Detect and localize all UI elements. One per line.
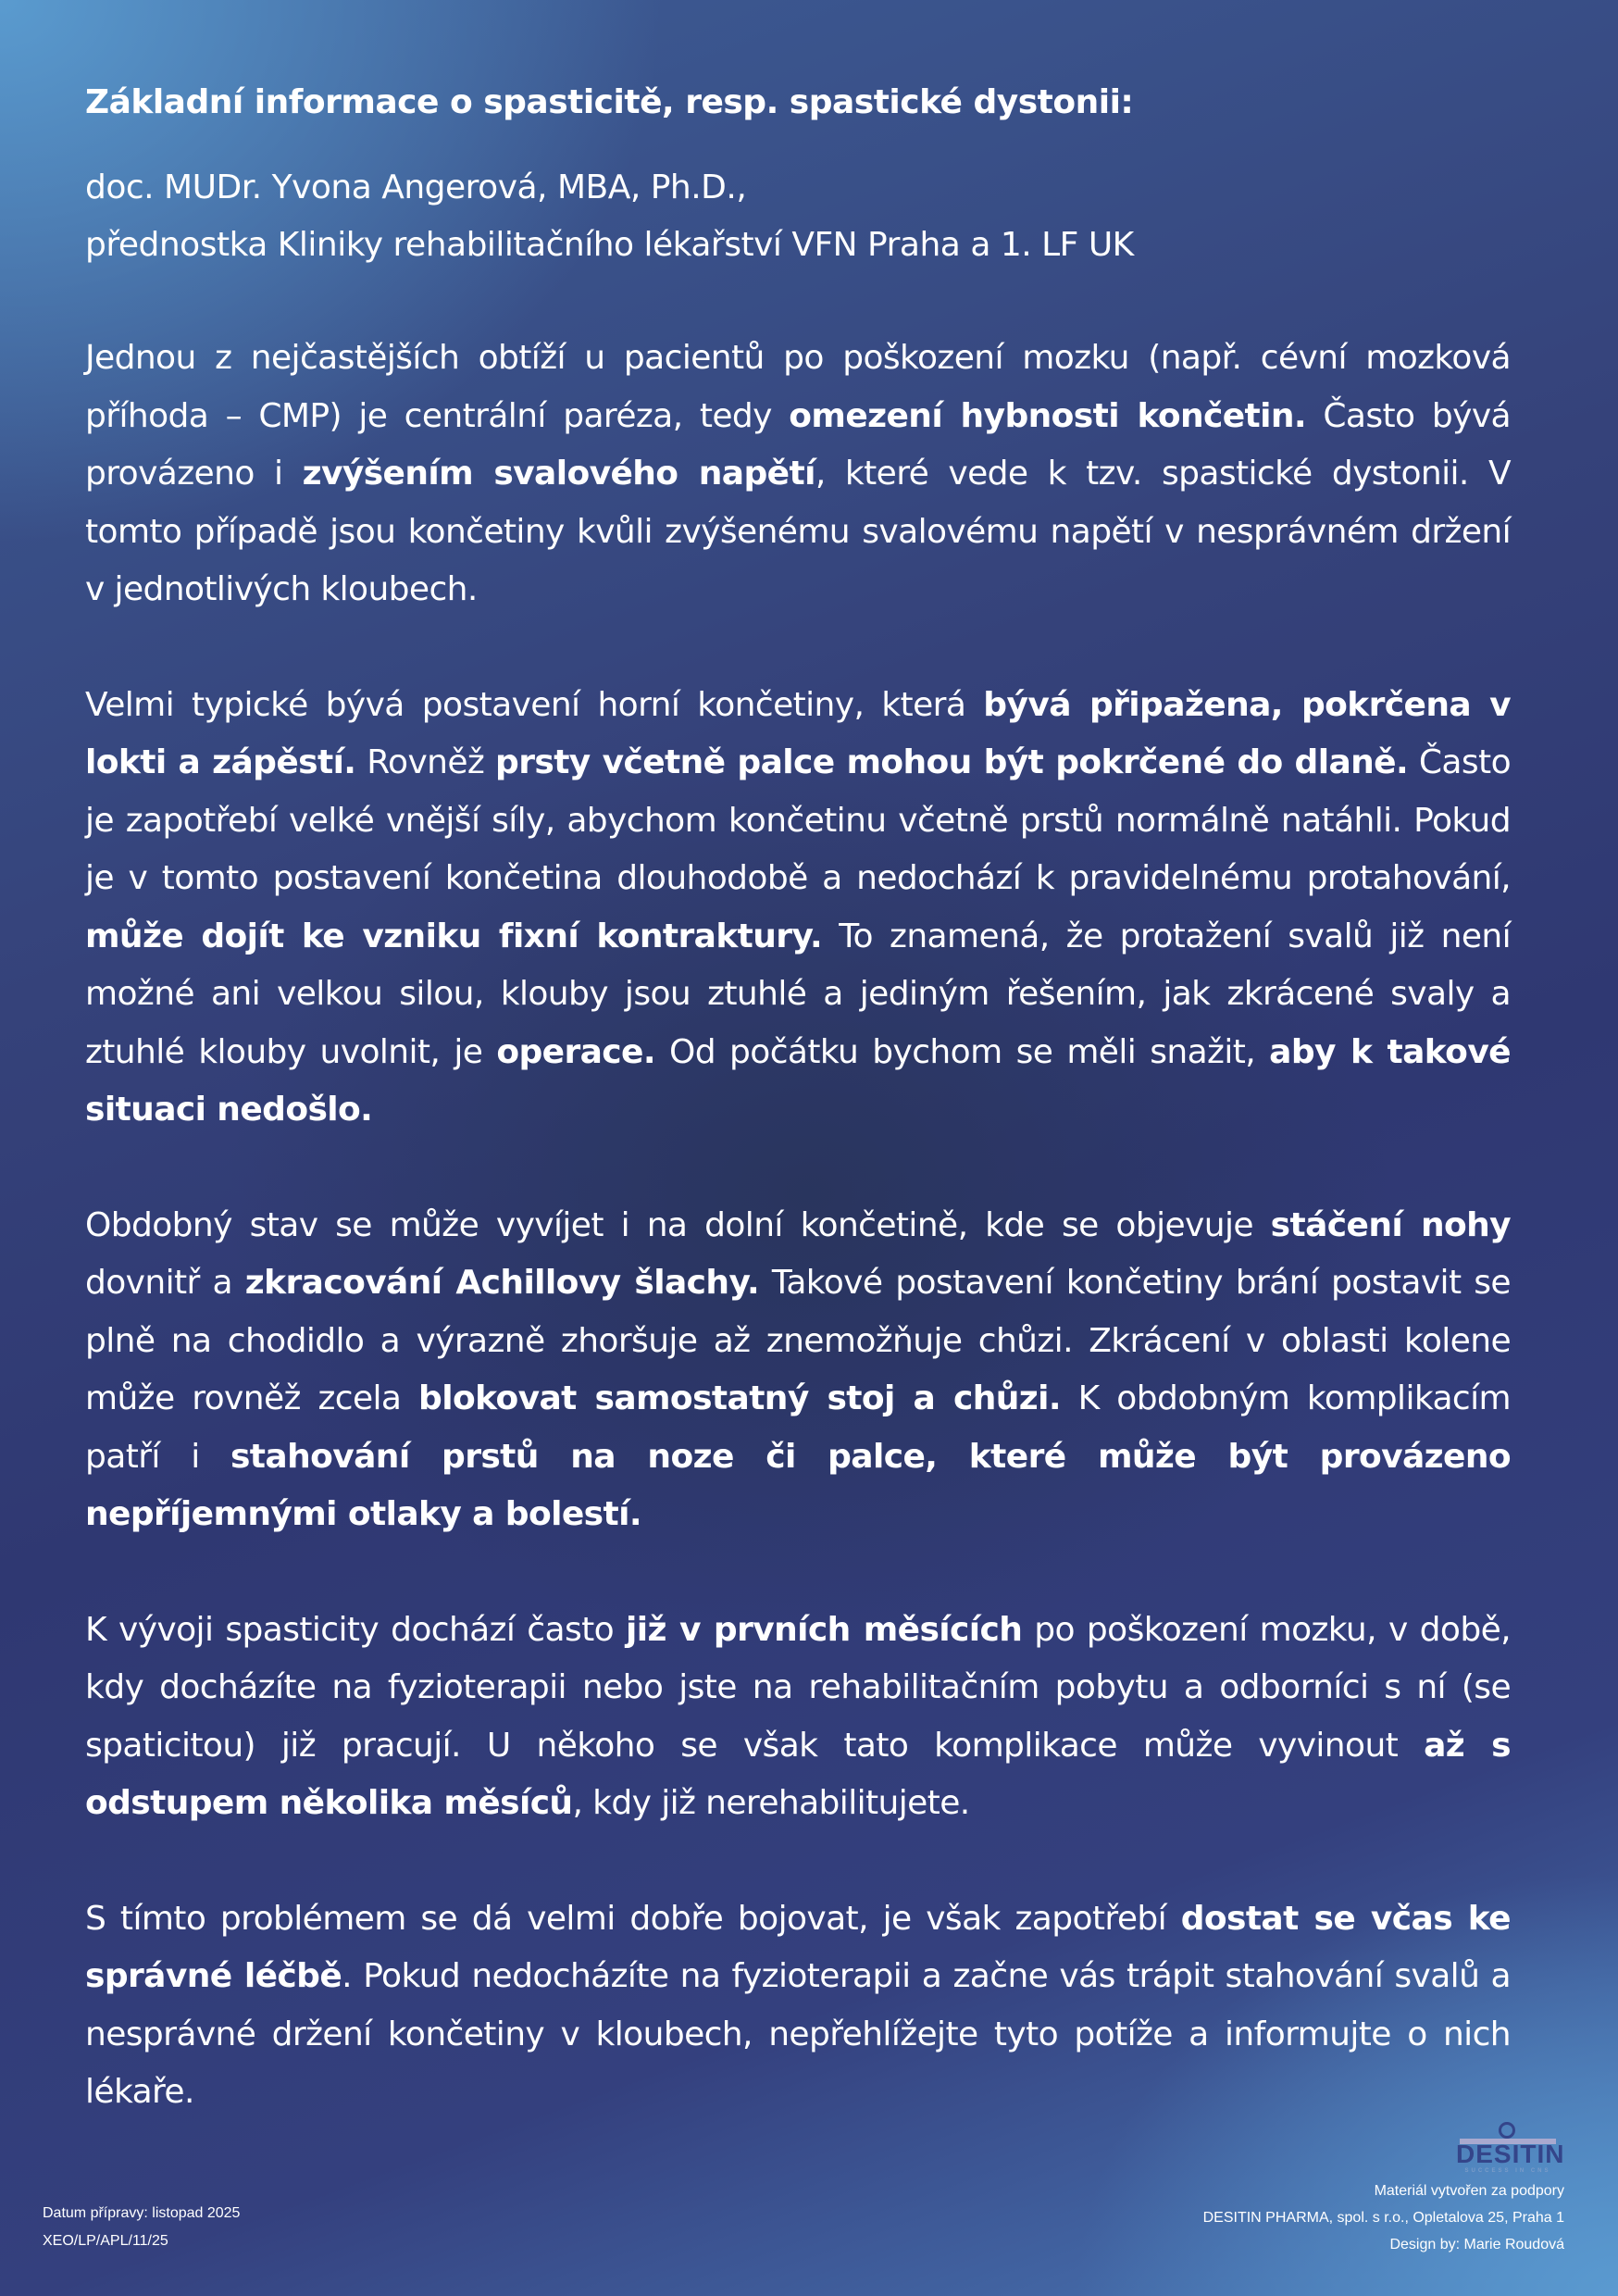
paragraph <box>85 677 1511 1140</box>
body-text: Obdobný stav se může vyvíjet i na dolní končetině, kde se objevuje <box>85 1205 1271 1244</box>
emphasized-text: až s odstupem několika měsíců <box>85 1726 1511 1822</box>
emphasized-text: zvýšením svalového napětí <box>302 455 815 493</box>
desitin-logo <box>1456 2120 1565 2176</box>
author-position: přednostka Kliniky rehabilitačního lékařství VFN Praha a 1. LF UK <box>85 226 1134 264</box>
emphasized-text: aby k takové situaci nedošlo. <box>85 1032 1511 1129</box>
logo-tagline: SUCCESS IN CNS <box>1464 2168 1551 2174</box>
footer-left <box>43 2200 240 2255</box>
document-code: XEO/LP/APL/11/25 <box>43 2233 168 2249</box>
paragraph <box>85 1890 1511 2122</box>
emphasized-text: může dojít ke vzniku fixní kontraktury. <box>85 917 823 955</box>
emphasized-text: blokovat samostatný stoj a chůzi. <box>418 1379 1061 1417</box>
author-block <box>85 159 1511 274</box>
body-text: po poškození mozku, v době, kdy docházíte na fyzioterapii nebo jste na rehabilitačním pobytu a odborníci s ní (se spaticitou) již pracují. U někoho se však tato komplikace může vyvinout <box>85 1610 1511 1765</box>
emphasized-text: stáčení nohy <box>1270 1205 1511 1244</box>
body-text: Velmi typické bývá postavení horní končetiny, která <box>85 685 984 724</box>
document-title: Základní informace o spasticitě, resp. spastické dystonii: <box>85 83 1134 121</box>
emphasized-text: již v prvních měsících <box>626 1610 1023 1649</box>
author-name: doc. MUDr. Yvona Angerová, MBA, Ph.D., <box>85 168 747 206</box>
body-text: S tímto problémem se dá velmi dobře bojovat, je však zapotřebí <box>85 1899 1181 1938</box>
body-text: . Pokud nedocházíte na fyzioterapii a začne vás trápit stahování svalů a nesprávné držení končetiny v kloubech, nepřehlížejte tyto potíže a informujte o nich lékaře. <box>85 1957 1511 2111</box>
sponsor-address: DESITIN PHARMA, spol. s r.o., Opletalova 25, Praha 1 <box>1202 2210 1564 2226</box>
emphasized-text: dostat se včas ke správné léčbě <box>85 1899 1511 1995</box>
emphasized-text: omezení hybnosti končetin. <box>789 396 1306 435</box>
emphasized-text: zkracování Achillovy šlachy. <box>244 1264 760 1302</box>
body-text: dovnitř a <box>85 1264 245 1302</box>
emphasized-text: bývá připažena, pokrčena v lokti a zápěstí. <box>85 685 1512 781</box>
paragraph <box>85 1602 1511 1833</box>
logo-wordmark: DESITIN <box>1456 2140 1565 2168</box>
body-text: K vývoji spasticity dochází často <box>85 1610 627 1649</box>
sponsor-line: Materiál vytvořen za podpory <box>1374 2183 1564 2199</box>
emphasized-text: operace. <box>496 1032 655 1071</box>
body-text: Od počátku bychom se měli snažit, <box>654 1032 1270 1071</box>
paragraph <box>85 330 1511 619</box>
design-credit: Design by: Marie Roudová <box>1389 2237 1564 2252</box>
body-text: , které vede k tzv. spastické dystonii. V tomto případě jsou končetiny kvůli zvýšenému svalovému napětí v nesprávném držení v jednotlivých kloubech. <box>85 455 1511 608</box>
body-text: To znamená, že protažení svalů již není možné ani velkou silou, klouby jsou ztuhlé a jediným řešením, jak zkrácené svaly a ztuhlé klouby uvolnit, je <box>85 917 1511 1071</box>
emphasized-text: stahování prstů na noze či palce, které může být provázeno nepříjemnými otlaky a bolestí. <box>85 1437 1511 1533</box>
emphasized-text: prsty včetně palce mohou být pokrčené do dlaně. <box>495 743 1409 781</box>
body-text: , kdy již nerehabilitujete. <box>572 1784 970 1822</box>
paragraph <box>85 1197 1511 1544</box>
body-text: Jednou z nejčastějších obtíží u pacientů po poškození mozku (např. cévní mozková příhoda – CMP) je centrální paréza, tedy <box>85 339 1511 435</box>
body-text: Často bývá provázeno i <box>85 396 1511 493</box>
preparation-date: Datum přípravy: listopad 2025 <box>43 2205 241 2221</box>
body-text: K obdobným komplikacím patří i <box>85 1379 1511 1476</box>
body-text: Takové postavení končetiny brání postavit se plně na chodidlo a výrazně zhoršuje až znemožňuje chůzi. Zkrácení v oblasti kolene může rovněž zcela <box>85 1264 1511 1417</box>
desitin-swirl-icon <box>1499 2122 1515 2139</box>
footer-right <box>1203 2177 1564 2258</box>
document-body <box>85 74 1511 2179</box>
body-text: Často je zapotřebí velké vnější síly, abychom končetinu včetně prstů normálně natáhli. Pokud je v tomto postavení končetina dlouhodobě a nedochází k pravidelnému protahování, <box>85 743 1511 897</box>
body-text: Rovněž <box>355 743 496 781</box>
